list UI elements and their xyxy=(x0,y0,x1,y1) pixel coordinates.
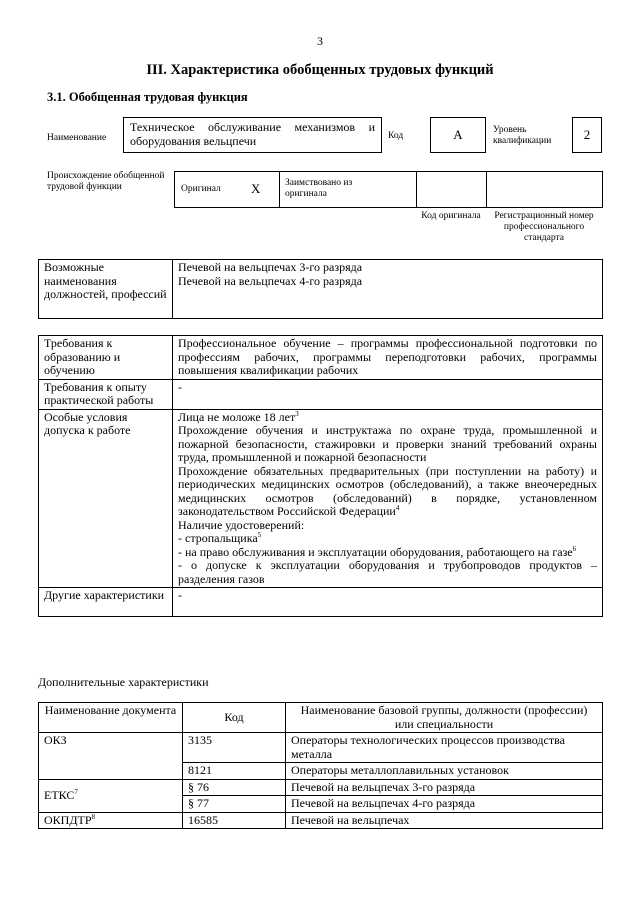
special-age: Лица не моложе 18 лет xyxy=(178,409,296,424)
level-value: 2 xyxy=(572,117,602,153)
other-value: - xyxy=(173,588,603,617)
special-medical: Прохождение обязательных предварительных (при поступлении на работу) и периодических медицинских осмотров (обследований), а также внеочередных медицинских осмотров (обследований) в порядке, установленном законодательством Российской Федерации xyxy=(178,463,597,518)
special-gas: - на право обслуживания и эксплуатации оборудования, работающего на газе xyxy=(178,544,573,559)
education-label: Требования к образованию и обучению xyxy=(39,336,173,380)
requirements-table xyxy=(38,335,603,617)
code-value: А xyxy=(430,117,486,153)
row-name: Операторы металлоплавильных установок xyxy=(286,763,603,780)
special-training: Прохождение обучения и инструктажа по охране труда, промышленной и пожарной безопасности, стажировки и проверки знаний требований охраны труда, промышленной и пожарной безопасности xyxy=(178,423,597,464)
reg-number-label: Регистрационный номер профессионального стандарта xyxy=(494,211,594,243)
table-row xyxy=(39,812,603,829)
row-code: § 77 xyxy=(183,796,286,813)
row-name: Печевой на вельцпечах xyxy=(286,812,603,829)
special-slinger: - стропальщика xyxy=(178,531,258,545)
origin-divider xyxy=(279,171,280,208)
footnote-4: 4 xyxy=(395,504,400,512)
origin-box xyxy=(174,171,603,208)
position-item: Печевой на вельцпечах 4-го разряда xyxy=(178,273,363,288)
row-code: § 76 xyxy=(183,779,286,796)
row-code: 3135 xyxy=(183,733,286,763)
col-doc-header: Наименование документа xyxy=(39,703,183,733)
name-label: Наименование xyxy=(47,133,107,143)
etks-cell xyxy=(39,779,183,812)
okpdtr-label: ОКПДТР xyxy=(44,812,92,827)
origin-label: Происхождение обобщенной трудовой функции xyxy=(47,171,165,192)
okpdtr-cell xyxy=(39,812,183,829)
position-item: Печевой на вельцпечах 3-го разряда xyxy=(178,260,363,274)
original-mark: X xyxy=(251,181,261,196)
footnote-7: 7 xyxy=(74,787,78,796)
level-label: Уровень квалификации xyxy=(493,125,552,146)
row-code: 16585 xyxy=(183,812,286,829)
row-name: Печевой на вельцпечах 3-го разряда xyxy=(286,779,603,796)
experience-value: - xyxy=(173,379,603,409)
education-value: Профессиональное обучение – программы профессиональной подготовки по профессиям рабочих, программы переподготовки рабочих, программы повышения квалификации рабочих xyxy=(173,336,603,380)
table-row xyxy=(39,733,603,763)
experience-label: Требования к опыту практической работы xyxy=(39,379,173,409)
positions-label: Возможные наименования должностей, профессий xyxy=(39,260,173,319)
other-label: Другие характеристики xyxy=(39,588,173,617)
etks-label: ЕТКС xyxy=(44,787,75,802)
additional-title: Дополнительные характеристики xyxy=(38,675,209,689)
origin-divider xyxy=(486,171,487,208)
code-label: Код xyxy=(388,131,404,141)
original-label: Оригинал xyxy=(181,184,221,194)
row-code: 8121 xyxy=(183,763,286,780)
col-name-header: Наименование базовой группы, должности (профессии) или специальности xyxy=(286,703,603,733)
section-title: III. Характеристика обобщенных трудовых функций xyxy=(146,62,494,78)
positions-table xyxy=(38,259,603,319)
name-value: Техническое обслуживание механизмов и оборудования вельцпечи xyxy=(123,117,382,153)
special-label: Особые условия допуска к работе xyxy=(39,409,173,588)
col-code-header: Код xyxy=(183,703,286,733)
footnote-8: 8 xyxy=(91,812,96,821)
row-name: Операторы технологических процессов производства металла xyxy=(286,733,603,763)
footnote-5: 5 xyxy=(257,531,262,539)
okz-label: ОКЗ xyxy=(39,733,183,780)
special-gas-separation: - о допуске к эксплуатации оборудования и трубопроводов продуктов – разделения газов xyxy=(178,558,597,586)
page-number: 3 xyxy=(317,34,323,48)
special-value xyxy=(173,409,603,588)
footnote-3: 3 xyxy=(295,409,299,418)
code-original-label: Код оригинала xyxy=(421,211,481,221)
borrowed-label: Заимствовано из оригинала xyxy=(285,178,353,199)
subsection-title: 3.1. Обобщенная трудовая функция xyxy=(47,90,248,104)
origin-divider xyxy=(416,171,417,208)
row-name: Печевой на вельцпечах 4-го разряда xyxy=(286,796,603,813)
additional-table xyxy=(38,702,603,829)
table-row xyxy=(39,779,603,796)
footnote-6: 6 xyxy=(572,544,577,553)
special-certificates: Наличие удостоверений: xyxy=(178,517,305,532)
positions-values xyxy=(173,260,603,319)
